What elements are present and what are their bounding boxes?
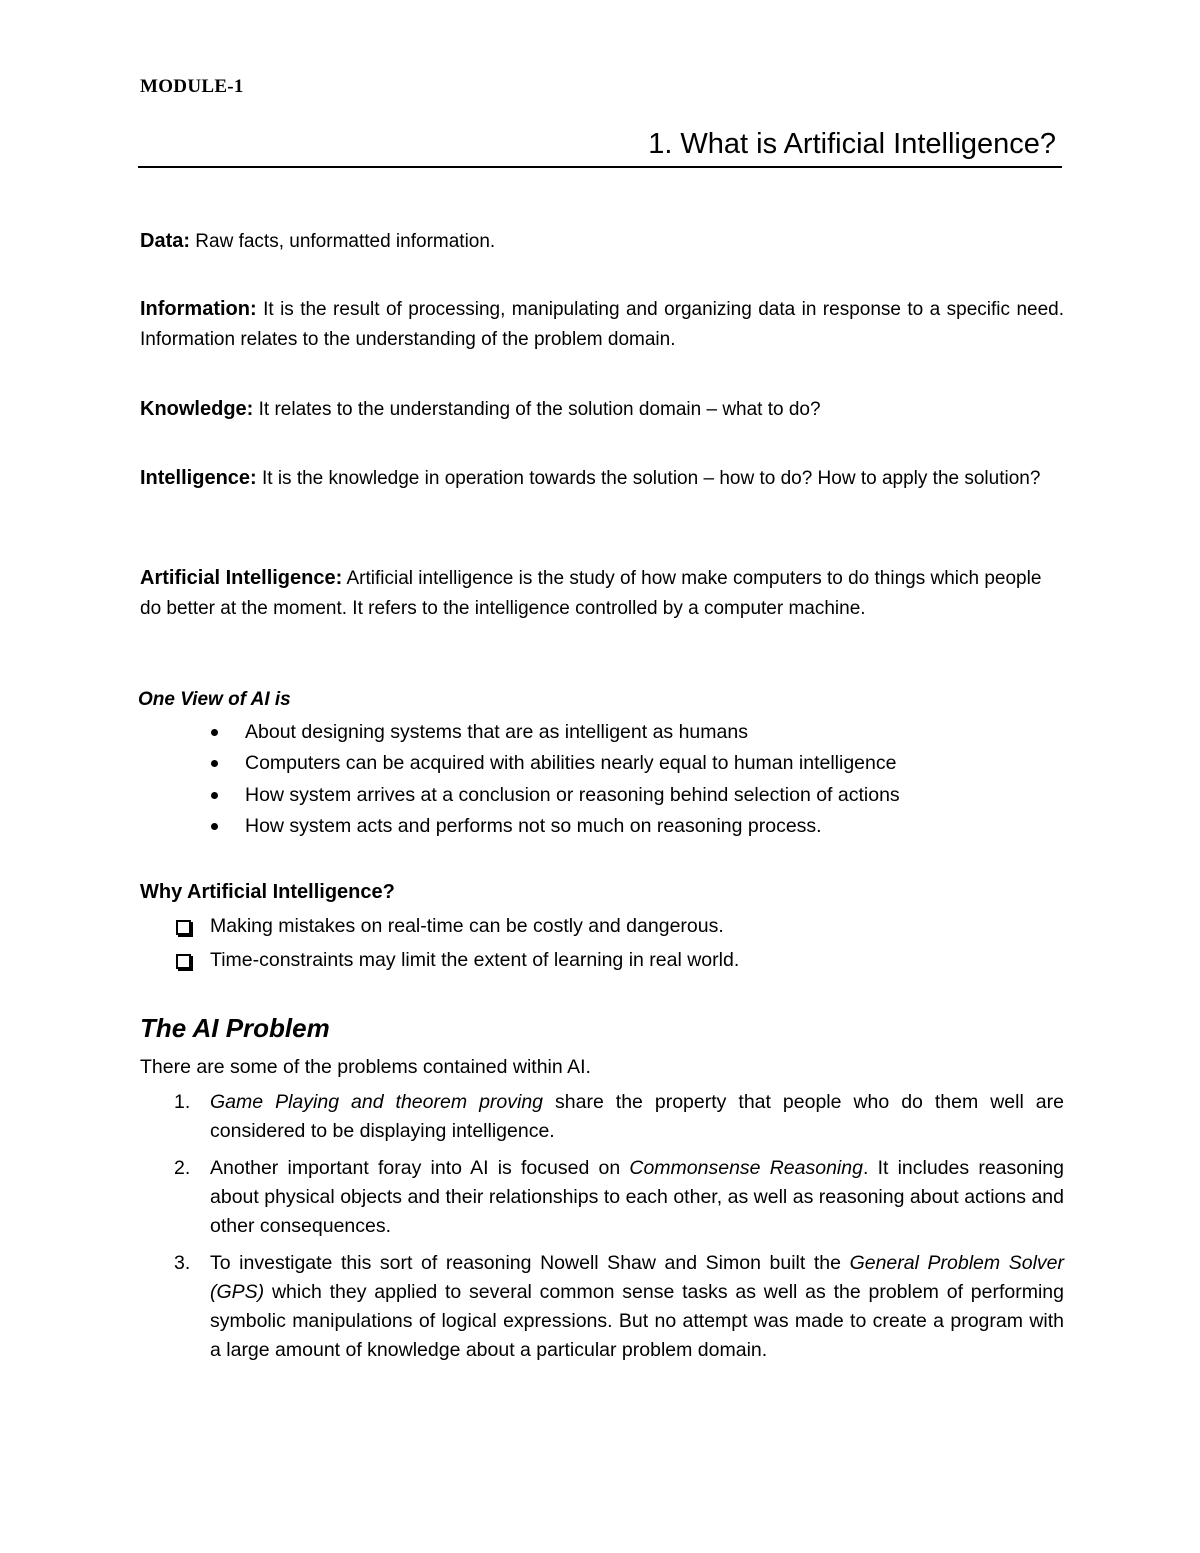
list-item-text: Computers can be acquired with abilities nearly equal to human intelligence	[245, 752, 897, 775]
definition-artificial-intelligence	[140, 563, 1060, 624]
list-item-body: . It includes reasoning about physical objects and their relationships to each other, as well as reasoning about actions and other consequences.	[210, 1157, 1064, 1237]
ai-problem-intro: There are some of the problems contained within AI.	[140, 1056, 591, 1078]
list-item-text	[210, 1088, 1064, 1146]
list-item	[0, 1088, 1200, 1146]
checkbox-bullet-icon	[176, 954, 191, 969]
why-ai-list	[0, 912, 1200, 980]
list-item-text	[210, 1249, 1064, 1365]
chapter-title: 1. What is Artificial Intelligence?	[648, 128, 1056, 160]
definition-term: Artificial Intelligence:	[140, 567, 343, 589]
module-label: MODULE-1	[140, 76, 244, 97]
list-item-body: which they applied to several common sense tasks as well as the problem of performing symbolic manipulations of logical expressions. But no attempt was made to create a program with a large amount of knowledge about a particular problem domain.	[210, 1281, 1064, 1361]
italic-term: General Problem Solver (GPS)	[210, 1252, 1065, 1303]
bullet-icon	[211, 792, 218, 799]
bullet-icon	[211, 823, 218, 830]
list-item-text: Making mistakes on real-time can be costly and dangerous.	[210, 915, 724, 937]
definition-term: Information:	[140, 298, 257, 320]
definition-information	[140, 294, 1064, 355]
list-item	[0, 1249, 1200, 1365]
definition-term: Knowledge:	[140, 398, 254, 420]
italic-term: Commonsense Reasoning	[629, 1157, 863, 1179]
ai-view-list	[0, 718, 1200, 843]
definition-term: Intelligence:	[140, 467, 257, 489]
list-item-text: How system arrives at a conclusion or reasoning behind selection of actions	[245, 783, 900, 806]
ai-view-heading: One View of AI is	[138, 689, 291, 710]
title-underline	[138, 166, 1062, 168]
bullet-icon	[211, 729, 218, 736]
list-item-text: Time-constraints may limit the extent of learning in real world.	[210, 949, 740, 971]
ai-problem-heading: The AI Problem	[140, 1013, 330, 1043]
checkbox-bullet-icon	[176, 920, 191, 935]
definition-intelligence	[140, 463, 1064, 494]
list-item	[0, 1154, 1200, 1241]
definition-knowledge	[140, 394, 1064, 425]
list-item	[0, 946, 1200, 980]
list-item-body: To investigate this sort of reasoning Nowell Shaw and Simon built the	[210, 1252, 850, 1274]
definition-term: Data:	[140, 230, 191, 252]
ai-problem-list	[0, 1088, 1200, 1373]
why-ai-heading: Why Artificial Intelligence?	[140, 881, 395, 903]
list-item-number: 2.	[174, 1157, 191, 1179]
list-item-body: share the property that people who do them well are considered to be displaying intelligence.	[210, 1091, 1064, 1142]
list-item-number: 3.	[174, 1252, 191, 1274]
italic-term: Game Playing and theorem proving	[210, 1091, 544, 1113]
definition-text: It is the knowledge in operation towards the solution – how to do? How to apply the solution?	[256, 468, 1041, 489]
definition-data	[140, 226, 1064, 257]
definition-text: Artificial intelligence is the study of how make computers to do things which people do better at the moment. It refers to the intelligence controlled by a computer machine.	[140, 568, 1042, 619]
list-item	[0, 912, 1200, 946]
definition-text: It relates to the understanding of the solution domain – what to do?	[253, 399, 821, 420]
list-item	[0, 781, 1200, 812]
bullet-icon	[211, 760, 218, 767]
definition-text: It is the result of processing, manipulating and organizing data in response to a specific need. Information relates to the understanding of the problem domain.	[140, 299, 1064, 350]
list-item-number: 1.	[174, 1091, 191, 1113]
list-item	[0, 718, 1200, 749]
list-item-text: About designing systems that are as intelligent as humans	[245, 721, 748, 743]
list-item-text	[210, 1154, 1064, 1241]
list-item-body: Another important foray into AI is focused on	[210, 1157, 630, 1179]
list-item-text: How system acts and performs not so much on reasoning process.	[245, 814, 822, 837]
list-item	[0, 812, 1200, 843]
list-item	[0, 749, 1200, 780]
definition-text: Raw facts, unformatted information.	[190, 231, 496, 252]
